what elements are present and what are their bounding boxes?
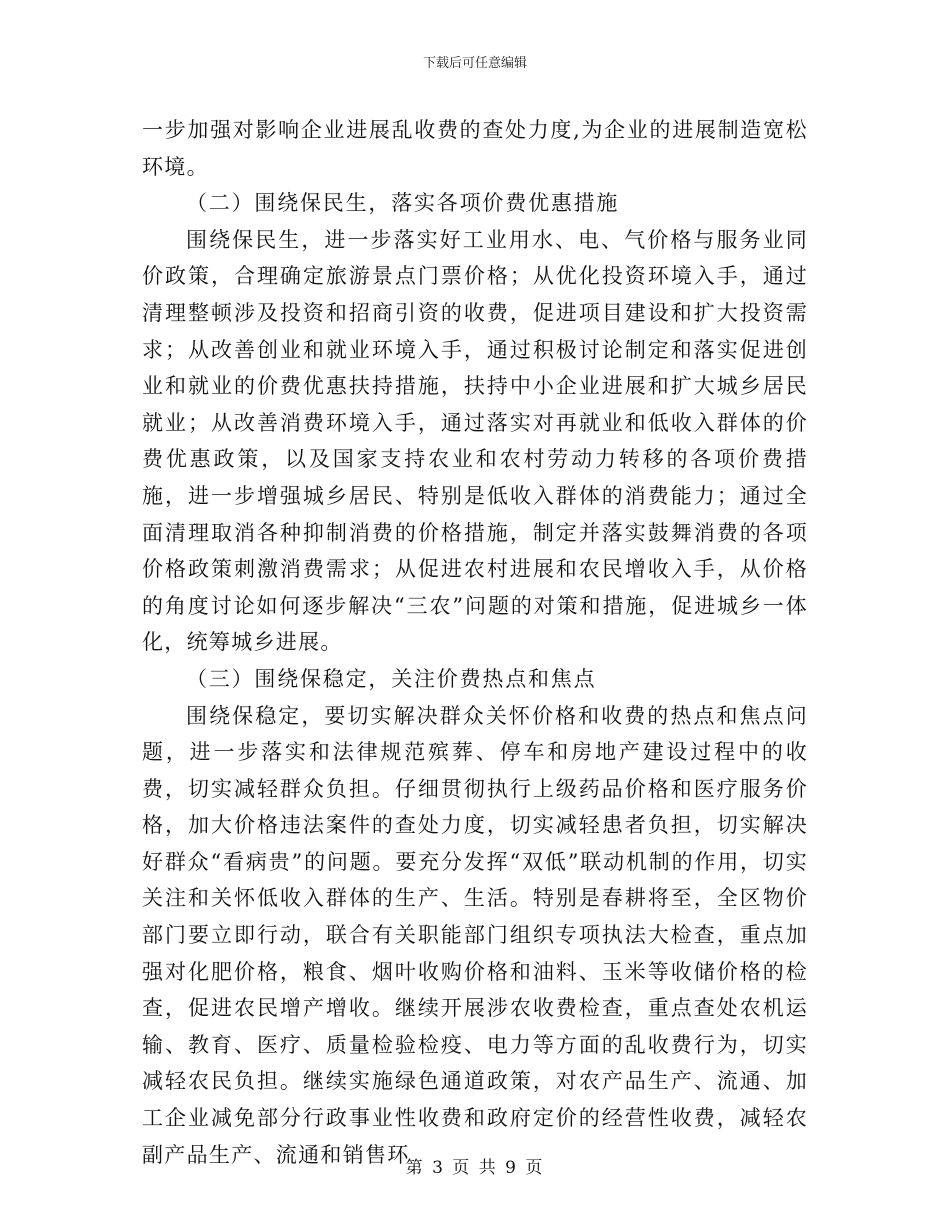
paragraph-livelihood: 围绕保民生，进一步落实好工业用水、电、气价格与服务业同价政策，合理确定旅游景点门票价格；从优化投资环境入手，通过清理整顿涉及投资和招商引资的收费，促进项目建设和扩大投资需求；从改善创业和就业环境入手，通过积极讨论制定和落实促进创业和就业的价费优惠扶持措施，扶持中小企业进展和扩大城乡居民就业；从改善消费环境入手，通过落实对再就业和低收入群体的价费优惠政策，以及国家支持农业和农村劳动力转移的各项价费措施，进一步增强城乡居民、特别是低收入群体的消费能力；通过全面清理取消各种抑制消费的价格措施，制定并落实鼓舞消费的各项价格政策刺激消费需求；从促进农村进展和农民增收入手，从价格的角度讨论如何逐步解决“三农”问题的对策和措施，促进城乡一体化，统筹城乡进展。 xyxy=(142,227,808,655)
section-heading-2: （二）围绕保民生，落实各项价费优惠措施 xyxy=(186,191,620,216)
paragraph-stability: 围绕保稳定，要切实解决群众关怀价格和收费的热点和焦点问题，进一步落实和法律规范殡葬、停车和房地产建设过程中的收费，切实减轻群众负担。仔细贯彻执行上级药品价格和医疗服务价格，加大价格违法案件的查处力度，切实减轻患者负担，切实解决好群众“看病贵”的问题。要充分发挥“双低”联动机制的作用，切实关注和关怀低收入群体的生产、生活。特别是春耕将至，全区物价部门要立即行动，联合有关职能部门组织专项执法大检查，重点加强对化肥价格，粮食、烟叶收购价格和油料、玉米等收储价格的检查，促进农民增产增收。继续开展涉农收费检查，重点查处农机运输、教育、医疗、质量检验检疫、电力等方面的乱收费行为，切实减轻农民负担。继续实施绿色通道政策，对农产品生产、流通、加工企业减免部分行政事业性收费和政府定价的经营性收费，减轻农副产品生产、流通和销售环 xyxy=(142,703,808,1167)
section-heading-3: （三）围绕保稳定，关注价费热点和焦点 xyxy=(186,666,597,691)
page-header: 下载后可任意编辑 xyxy=(422,56,527,71)
page-number: 第 3 页 共 9 页 xyxy=(405,1158,545,1178)
document-body xyxy=(142,112,808,1173)
paragraph-continuation: 一步加强对影响企业进展乱收费的查处力度,为企业的进展制造宽松环境。 xyxy=(142,118,808,179)
